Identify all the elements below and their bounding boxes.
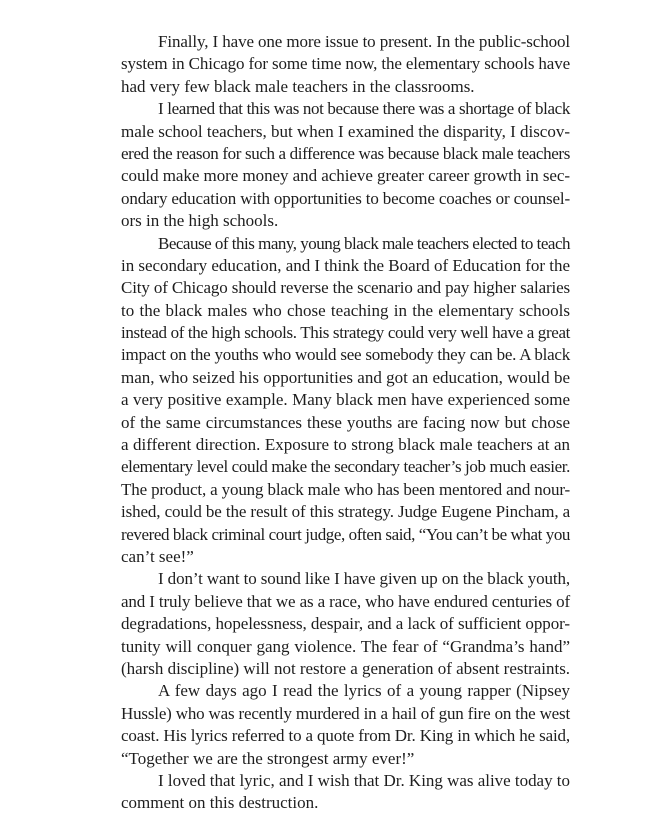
text-line: ondary education with opportunities to become coaches or counsel- — [121, 188, 570, 208]
text-line: ished, could be the result of this strategy. Judge Eugene Pincham, a — [121, 502, 571, 522]
text-line: A few days ago I read the lyrics of a young rapper (Nipsey — [158, 681, 570, 701]
text-line: Hussle) who was recently murdered in a hail of gun fire on the west — [121, 703, 570, 723]
text-line: man, who seized his opportunities and got an education, would be — [121, 367, 570, 387]
text-line: to the black males who chose teaching in the elementary schools — [121, 300, 570, 320]
text-line: can’t see!” — [121, 546, 194, 566]
text-line: ered the reason for such a difference was because black male teachers — [121, 143, 570, 163]
text-line: tunity will conquer gang violence. The fear of “Grandma’s hand” — [121, 636, 570, 656]
paragraph-3 — [84, 233, 570, 569]
paragraph-1 — [84, 31, 570, 98]
text-line: could make more money and achieve greater career growth in sec- — [121, 166, 571, 186]
text-line: revered black criminal court judge, often said, “You can’t be what you — [121, 524, 571, 544]
text-line: and I truly believe that we as a race, who have endured centuries of — [121, 591, 571, 611]
text-line: degradations, hopelessness, despair, and a lack of sufficient oppor- — [121, 614, 570, 634]
text-line: a very positive example. Many black men have experienced some — [121, 390, 570, 410]
text-line: (harsh discipline) will not restore a generation of absent restraints. — [121, 658, 571, 678]
text-line: Because of this many, young black male teachers elected to teach — [158, 233, 571, 253]
text-line: male school teachers, but when I examined the disparity, I discov- — [121, 121, 570, 141]
text-line: system in Chicago for some time now, the elementary schools have — [121, 54, 570, 74]
paragraph-5 — [84, 680, 570, 770]
text-line: The product, a young black male who has been mentored and nour- — [121, 479, 570, 499]
text-line: I loved that lyric, and I wish that Dr. King was alive today to — [158, 770, 570, 790]
text-line: “Together we are the strongest army ever!” — [121, 748, 415, 768]
text-line: impact on the youths who would see somebody they can be. A black — [121, 345, 571, 365]
text-line: Finally, I have one more issue to present. In the public-school — [158, 32, 571, 51]
paragraph-2 — [84, 98, 570, 232]
text-line: a different direction. Exposure to strong black male teachers at an — [121, 435, 570, 455]
text-line: I learned that this was not because there was a shortage of black — [158, 99, 571, 119]
text-line: City of Chicago should reverse the scenario and pay higher salaries — [121, 278, 571, 298]
text-line: ors in the high schools. — [121, 211, 279, 231]
text-line: instead of the high schools. This strategy could very well have a great — [121, 323, 571, 343]
body-text — [84, 31, 570, 815]
text-line: had very few black male teachers in the classrooms. — [121, 76, 475, 96]
text-line: I don’t want to sound like I have given up on the black youth, — [158, 569, 570, 589]
paragraph-4 — [84, 568, 570, 680]
text-line: comment on this destruction. — [121, 793, 319, 813]
text-line: in secondary education, and I think the Board of Education for the — [121, 255, 570, 275]
text-line: coast. His lyrics referred to a quote from Dr. King in which he said, — [121, 726, 571, 746]
text-line: elementary level could make the secondary teacher’s job much easier. — [121, 457, 570, 477]
paragraph-6 — [84, 770, 570, 815]
text-line: of the same circumstances these youths are facing now but chose — [121, 412, 570, 432]
